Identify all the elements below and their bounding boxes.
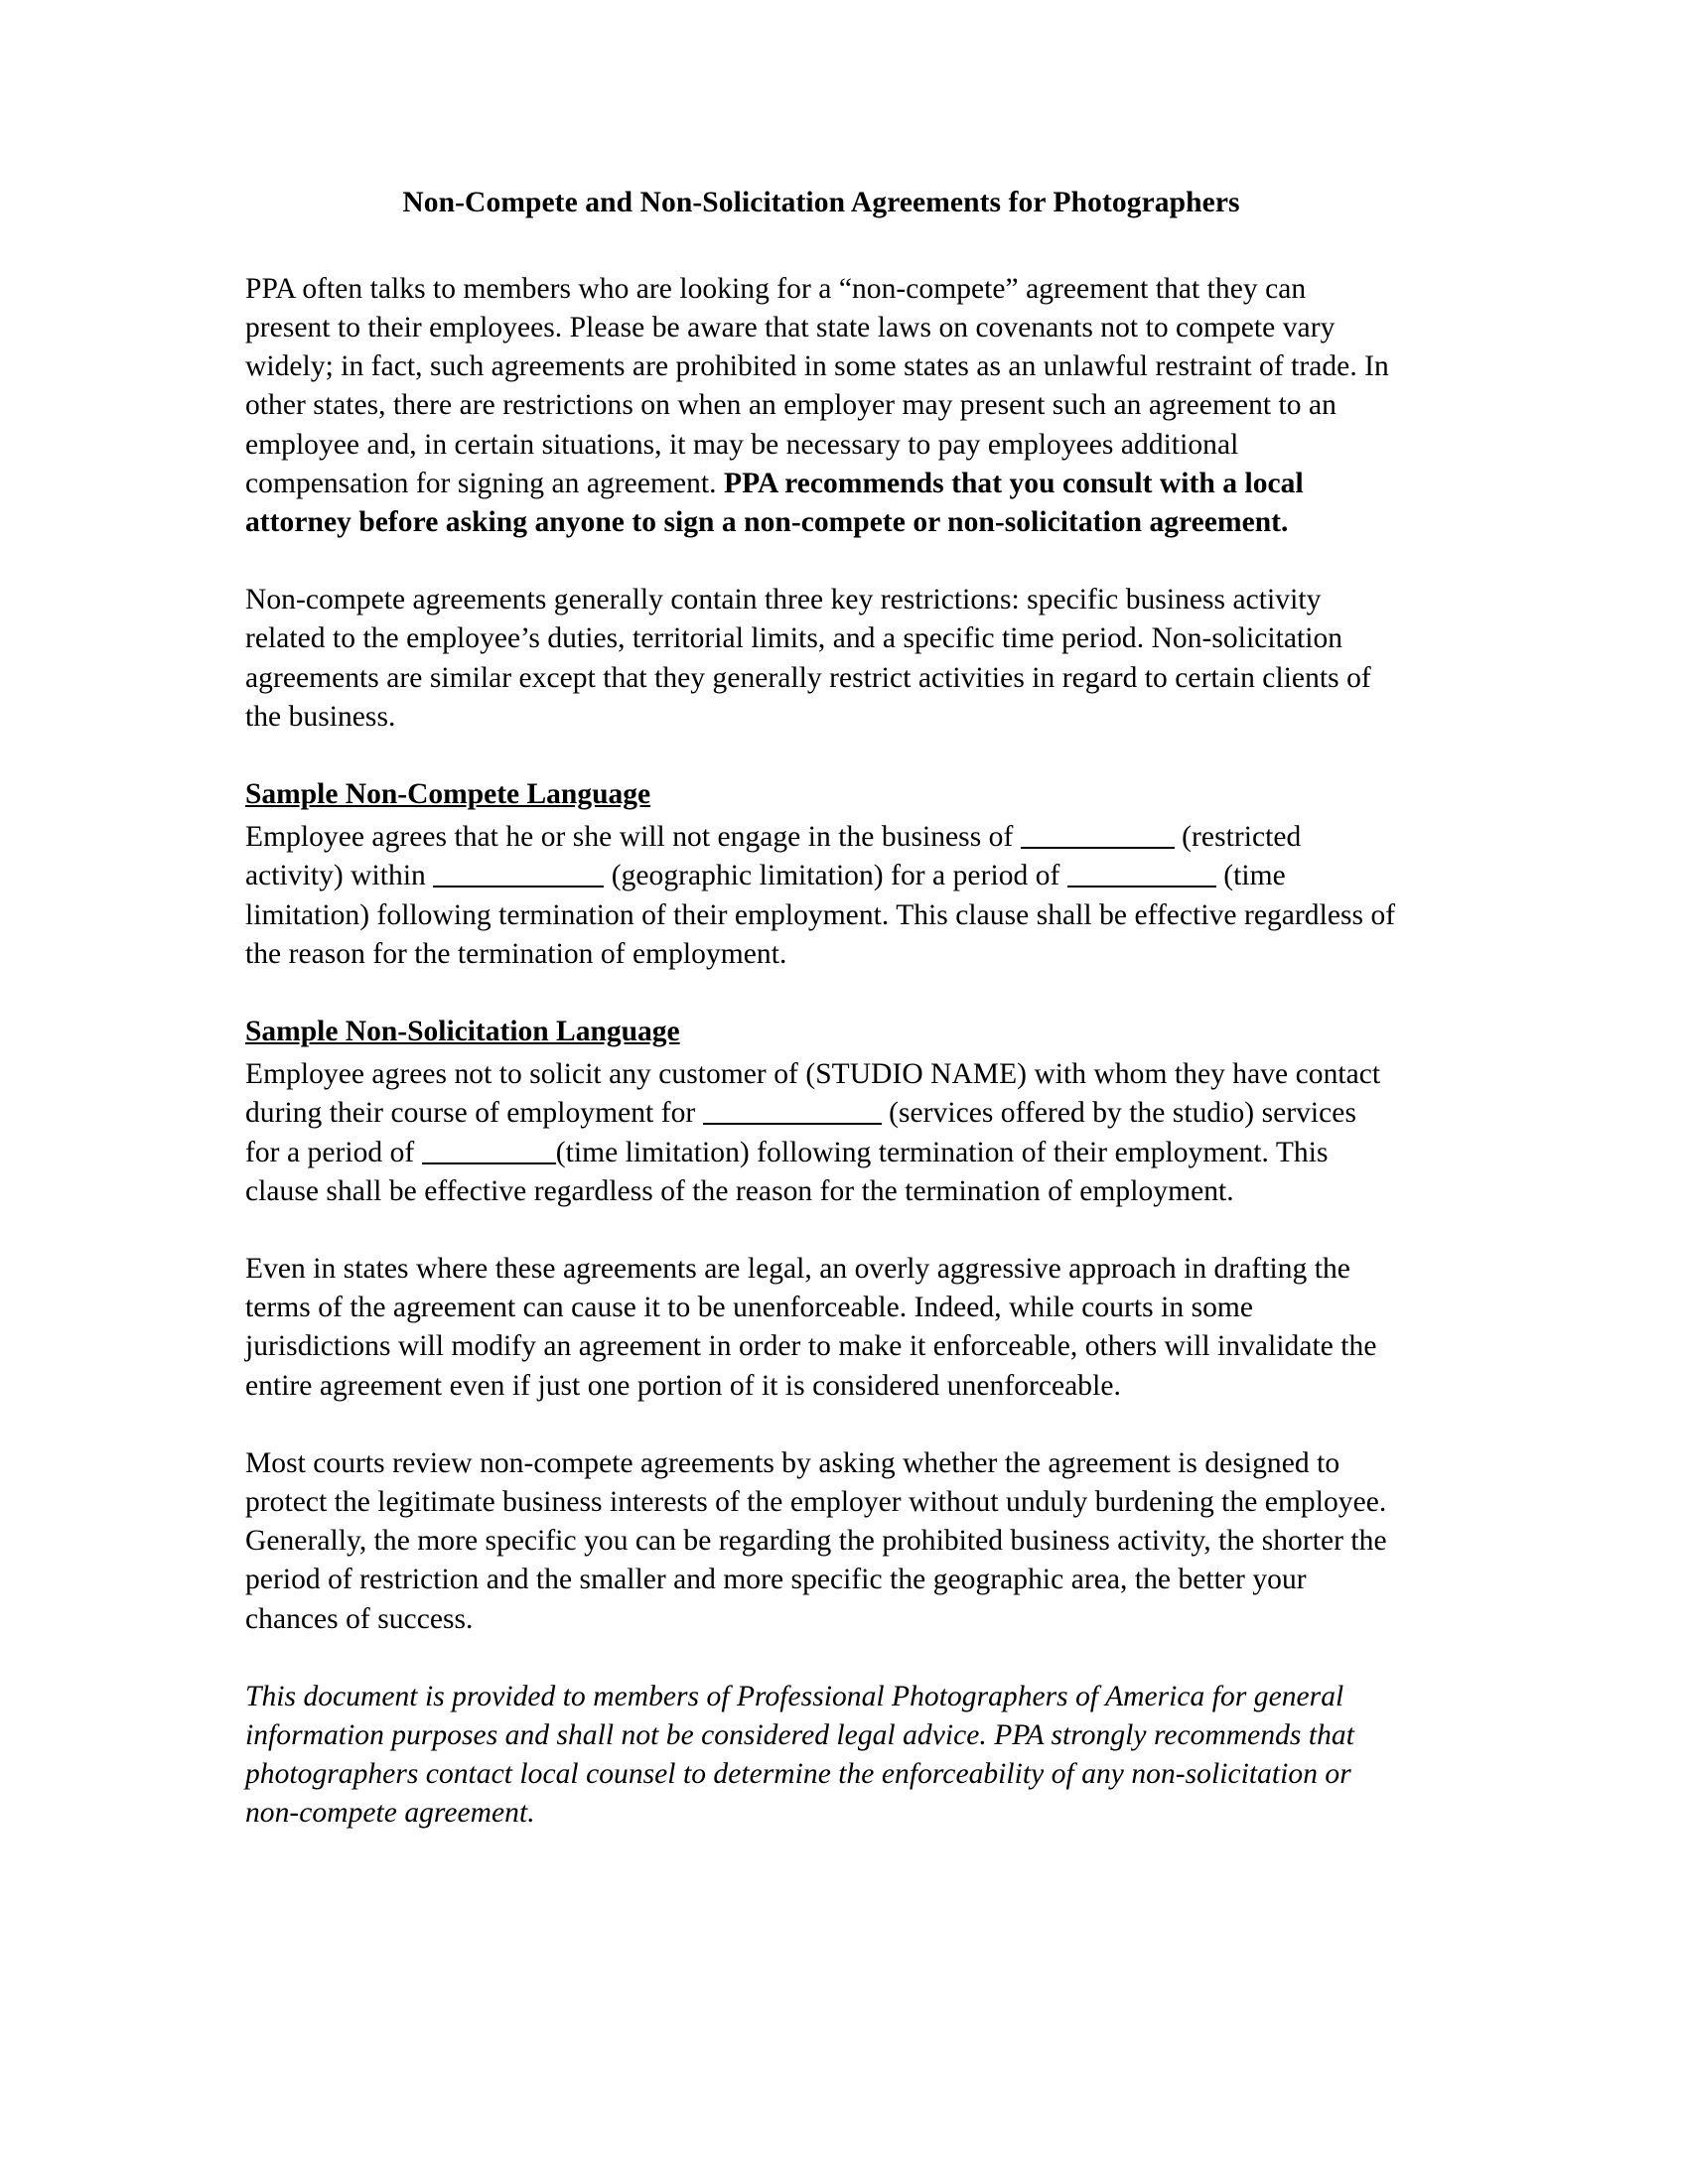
- enforceability-paragraph: Even in states where these agreements are legal, an overly aggressive approach in drafting the terms of the agreement can cause it to be unenforceable. Indeed, while courts in some jurisdictions will modify an agreement in order to make it enforceable, others will invalidate the entire agreement even if just one portion of it is considered unenforceable.: [245, 1253, 1377, 1402]
- spacer: [245, 542, 1397, 581]
- blank-services-offered: [703, 1095, 882, 1125]
- non-compete-section-heading: Sample Non-Compete Language: [245, 777, 651, 810]
- non-compete-sample-text: [245, 818, 1397, 974]
- document-body: [245, 185, 1397, 1834]
- non-compete-heading-line: [245, 775, 1397, 818]
- non-compete-text-part-2: (restricted activity) within: [245, 821, 1302, 892]
- spacer: [245, 1639, 1397, 1678]
- intro-paragraph-bold-text: PPA recommends that you consult with a local attorney before asking anyone to sign a non-compete or non-solicitation agreement.: [245, 467, 1304, 538]
- non-solicitation-sample-text: [245, 1055, 1397, 1211]
- spacer: [245, 737, 1397, 775]
- non-solicitation-text-part-2: (services offered by the studio) services for a period of: [245, 1097, 1356, 1168]
- spacer: [245, 1211, 1397, 1250]
- blank-restricted-activity: [1021, 819, 1175, 849]
- non-solicitation-text-part-1: Employee agrees not to solicit any customer of (STUDIO NAME) with whom they have contact during their course of employment for: [245, 1058, 1381, 1130]
- spacer: [245, 974, 1397, 1013]
- blank-time-limitation: [1067, 858, 1216, 887]
- non-solicitation-text-part-3: (time limitation) following termination of their employment. This clause shall be effective regardless of the reason for the termination of employment.: [245, 1136, 1329, 1207]
- non-compete-text-part-3: (geographic limitation) for a period of: [604, 860, 1067, 892]
- non-compete-text-part-4: (time limitation) following termination of their employment. This clause shall be effective regardless of the reason for the termination of employment.: [245, 860, 1396, 970]
- court-review-paragraph: Most courts review non-compete agreements by asking whether the agreement is designed to protect the legitimate business interests of the employer without unduly burdening the employee. Generally, the more specific you can be regarding the prohibited business activity, the shorter the period of restriction and the smaller and more specific the geographic area, the better your chances of success.: [245, 1446, 1387, 1635]
- blank-solicitation-time-limitation: [422, 1135, 556, 1164]
- legal-disclaimer: This document is provided to members of Professional Photographers of America for general information purposes and shall not be considered legal advice. PPA strongly recommends that photographers contact local counsel to determine the enforceability of any non-solicitation or non-compete agreement.: [245, 1680, 1354, 1830]
- spacer: [245, 1406, 1397, 1444]
- intro-paragraph: [245, 270, 1397, 542]
- non-solicitation-section-heading: Sample Non-Solicitation Language: [245, 1016, 680, 1047]
- blank-geographic-limitation: [433, 858, 604, 887]
- intro-paragraph-normal-text: PPA often talks to members who are looking for a “non-compete” agreement that they can present to their employees. Please be aware that state laws on covenants not to compete vary widely; in fact, such agreements are prohibited in some states as an unlawful restraint of trade. In other states, there are restrictions on when an employer may present such an agreement to an employee and, in certain situations, it may be necessary to pay employees additional compensation for signing an agreement.: [245, 272, 1389, 499]
- non-compete-text-part-1: Employee agrees that he or she will not engage in the business of: [245, 821, 1021, 854]
- page-title: Non-Compete and Non-Solicitation Agreements for Photographers: [402, 187, 1240, 218]
- non-solicitation-heading-line: [245, 1013, 1397, 1055]
- key-restrictions-paragraph: Non-compete agreements generally contain three key restrictions: specific business activity related to the employee’s duties, territorial limits, and a specific time period. Non-solicitation agreements are similar except that they generally restrict activities in regard to certain clients of the business.: [245, 584, 1371, 733]
- spacer: [245, 222, 1397, 270]
